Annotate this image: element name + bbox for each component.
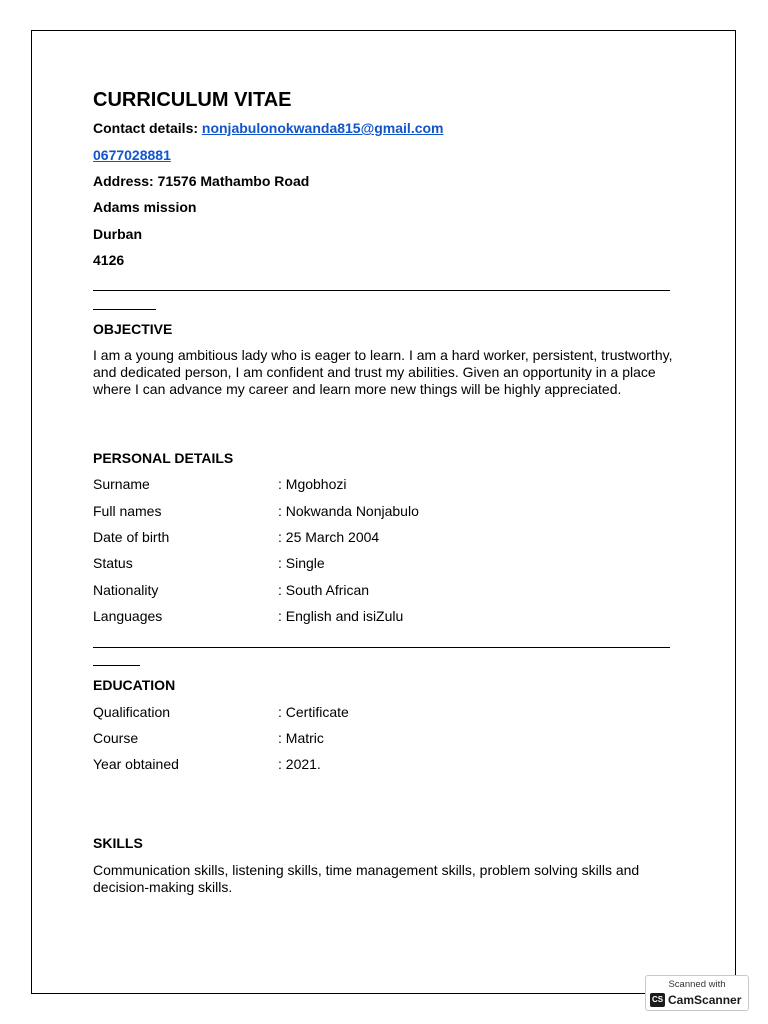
- personal-value-languages: : English and isiZulu: [278, 608, 404, 624]
- divider-line: [93, 647, 670, 648]
- personal-label-languages: Languages: [93, 608, 163, 624]
- objective-heading: OBJECTIVE: [93, 321, 173, 337]
- divider-line-continuation: [93, 309, 156, 310]
- address-line-1: Address: 71576 Mathambo Road: [93, 173, 310, 189]
- skills-heading: SKILLS: [93, 835, 143, 851]
- personal-value-surname: : Mgobhozi: [278, 476, 347, 492]
- personal-value-date-of-birth: : 25 March 2004: [278, 529, 380, 545]
- personal-label-surname: Surname: [93, 476, 150, 492]
- personal-details-heading: PERSONAL DETAILS: [93, 450, 234, 466]
- education-label-year-obtained: Year obtained: [93, 756, 179, 772]
- postal-code: 4126: [93, 252, 125, 268]
- phone-link[interactable]: 0677028881: [93, 147, 171, 163]
- education-value-course: : Matric: [278, 730, 324, 746]
- personal-label-full-names: Full names: [93, 503, 162, 519]
- address-line-2: Adams mission: [93, 199, 197, 215]
- personal-value-status: : Single: [278, 555, 325, 571]
- divider-line-continuation: [93, 665, 140, 666]
- camscanner-brand: CamScanner: [668, 993, 742, 1007]
- page-title: CURRICULUM VITAE: [93, 89, 292, 111]
- personal-label-date-of-birth: Date of birth: [93, 529, 170, 545]
- personal-label-nationality: Nationality: [93, 582, 159, 598]
- contact-label: Contact details:: [93, 120, 199, 136]
- email-link[interactable]: nonjabulonokwanda815@gmail.com: [201, 120, 444, 136]
- skills-text: Communication skills, listening skills, time management skills, problem solving skills and decision-making skills.: [93, 862, 640, 895]
- personal-value-full-names: : Nokwanda Nonjabulo: [278, 503, 419, 519]
- education-label-course: Course: [93, 730, 139, 746]
- address-line-3: Durban: [93, 226, 142, 242]
- objective-text: I am a young ambitious lady who is eager to learn. I am a hard worker, persistent, trustworthy, and dedicated person, I am confident and trust my abilities. Given an opportunity in a place where I can advance my career and learn more new things will be highly appreciated.: [93, 347, 673, 397]
- camscanner-logo: [650, 992, 741, 1008]
- personal-label-status: Status: [93, 555, 133, 571]
- education-heading: EDUCATION: [93, 677, 176, 693]
- education-value-qualification: : Certificate: [278, 704, 349, 720]
- personal-value-nationality: : South African: [278, 582, 370, 598]
- education-label-qualification: Qualification: [93, 704, 171, 720]
- scanned-with-text: Scanned with: [668, 979, 726, 990]
- contact-details-line: [93, 120, 444, 137]
- camscanner-badge: [645, 975, 749, 1011]
- divider-line: [93, 290, 670, 291]
- camscanner-icon: CS: [650, 993, 665, 1007]
- education-value-year-obtained: : 2021.: [278, 756, 321, 772]
